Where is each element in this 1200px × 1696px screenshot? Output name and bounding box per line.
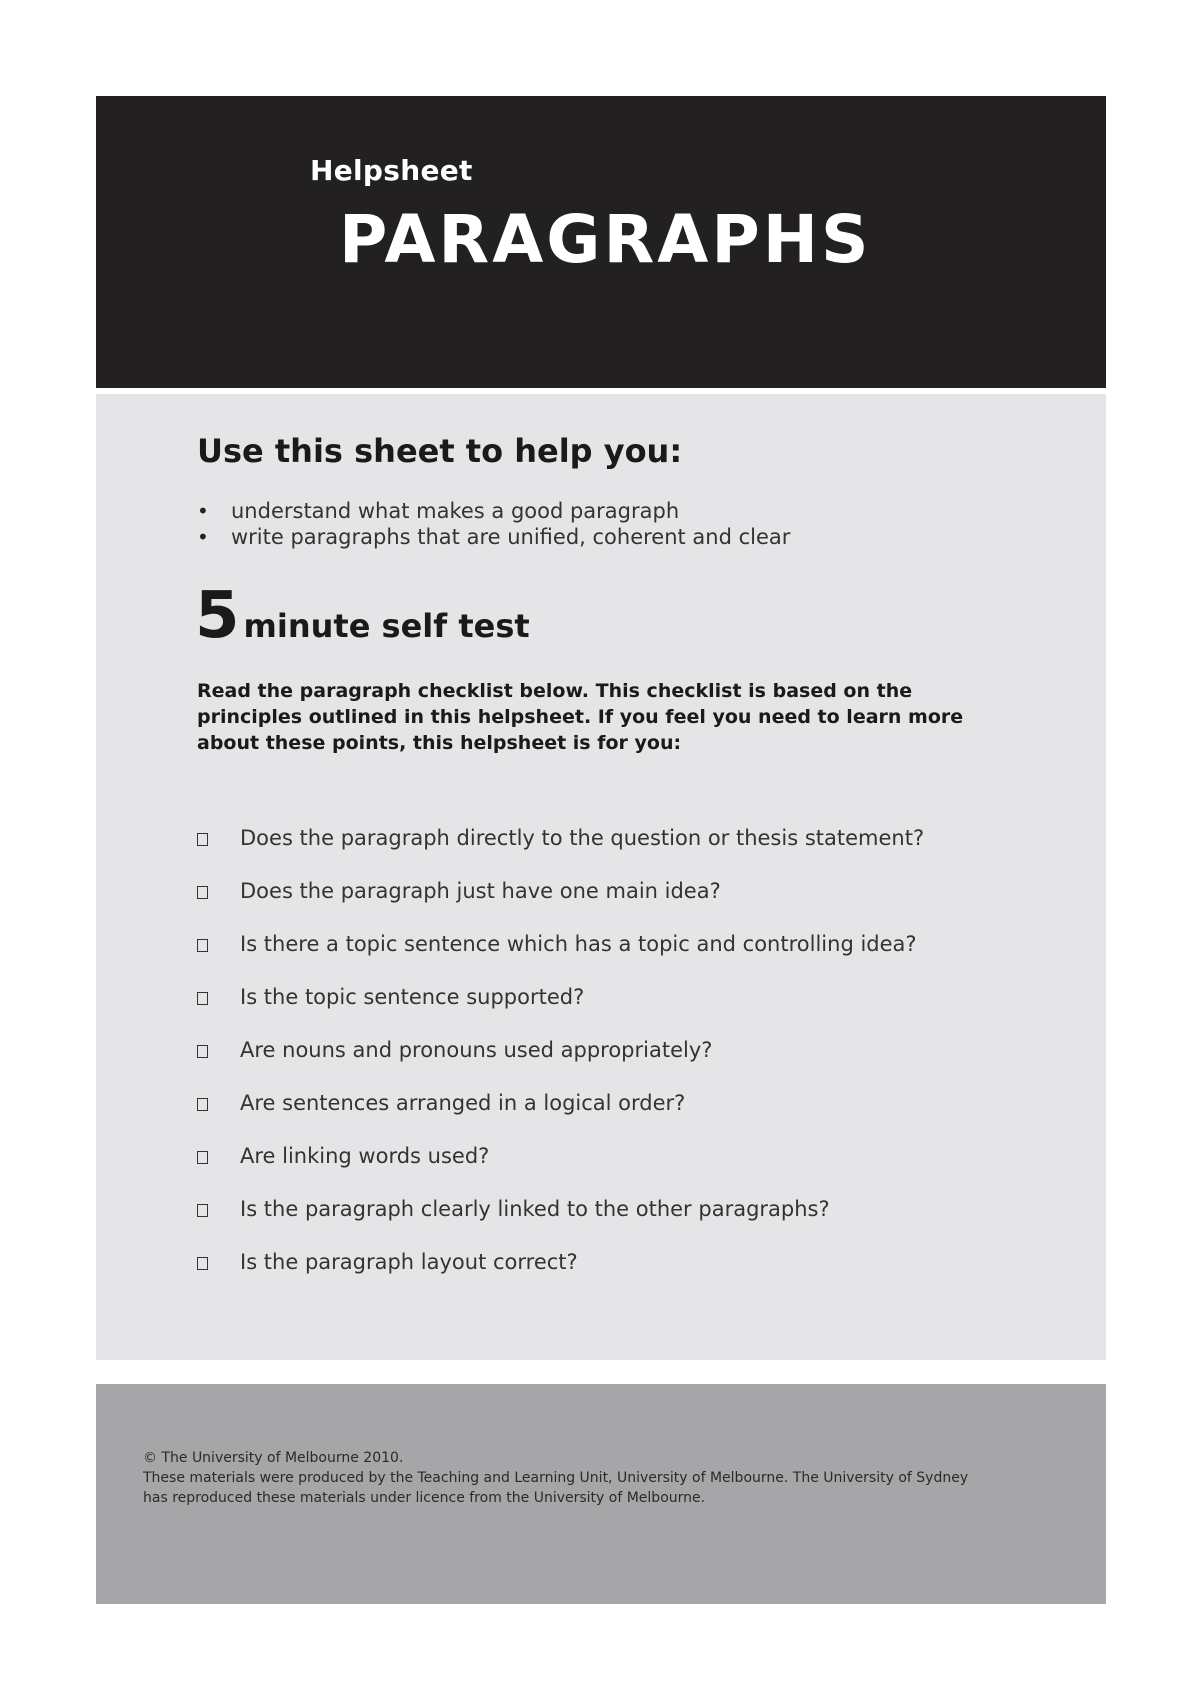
purpose-item-text: write paragraphs that are unified, coherent and clear [231,525,791,549]
checkbox-icon [197,939,208,952]
checkbox-icon [197,1151,208,1164]
checklist-item-text: Is the topic sentence supported? [240,985,585,1009]
footer-line: © The University of Melbourne 2010. [143,1450,404,1466]
self-test-heading [195,579,530,653]
page-title: PARAGRAPHS [339,201,872,278]
checkbox-icon [197,1098,208,1111]
checklist-item-text: Are sentences arranged in a logical order? [240,1091,686,1115]
copyright-notice [143,1448,1083,1508]
self-test-heading-text: minute self test [243,607,530,645]
checklist-item-text: Is the paragraph clearly linked to the other paragraphs? [240,1197,830,1221]
bullet-icon: • [197,525,209,549]
purpose-heading: Use this sheet to help you: [197,432,683,470]
checklist-item-text: Does the paragraph directly to the question or thesis statement? [240,826,925,850]
purpose-item [197,524,790,550]
checklist-item-text: Are nouns and pronouns used appropriately? [240,1038,713,1062]
checklist-item-text: Does the paragraph just have one main idea? [240,879,721,903]
checkbox-icon [197,992,208,1005]
purpose-item-text: understand what makes a good paragraph [231,499,680,523]
footer-banner [96,1384,1106,1604]
checklist-item-text: Is there a topic sentence which has a topic and controlling idea? [240,932,917,956]
footer-line: These materials were produced by the Teaching and Learning Unit, University of Melbourne. The University of Sydney [143,1470,969,1486]
checklist-item-text: Are linking words used? [240,1144,490,1168]
self-test-intro: Read the paragraph checklist below. This checklist is based on the principles outlined in this helpsheet. If you feel you need to learn more about these points, this helpsheet is for you: [197,680,964,754]
checkbox-icon [197,833,208,846]
self-test-number: 5 [195,579,240,653]
header-banner [96,96,1106,388]
checkbox-icon [197,1204,208,1217]
footer-line: has reproduced these materials under licence from the University of Melbourne. [143,1490,706,1506]
purpose-item [197,498,790,524]
purpose-list [197,498,790,550]
bullet-icon: • [197,499,209,523]
checkbox-icon [197,1045,208,1058]
checkbox-icon [197,1257,208,1270]
header-kicker: Helpsheet [310,154,473,187]
main-panel [96,394,1106,1360]
checkbox-icon [197,886,208,899]
checklist-item-text: Is the paragraph layout correct? [240,1250,578,1274]
